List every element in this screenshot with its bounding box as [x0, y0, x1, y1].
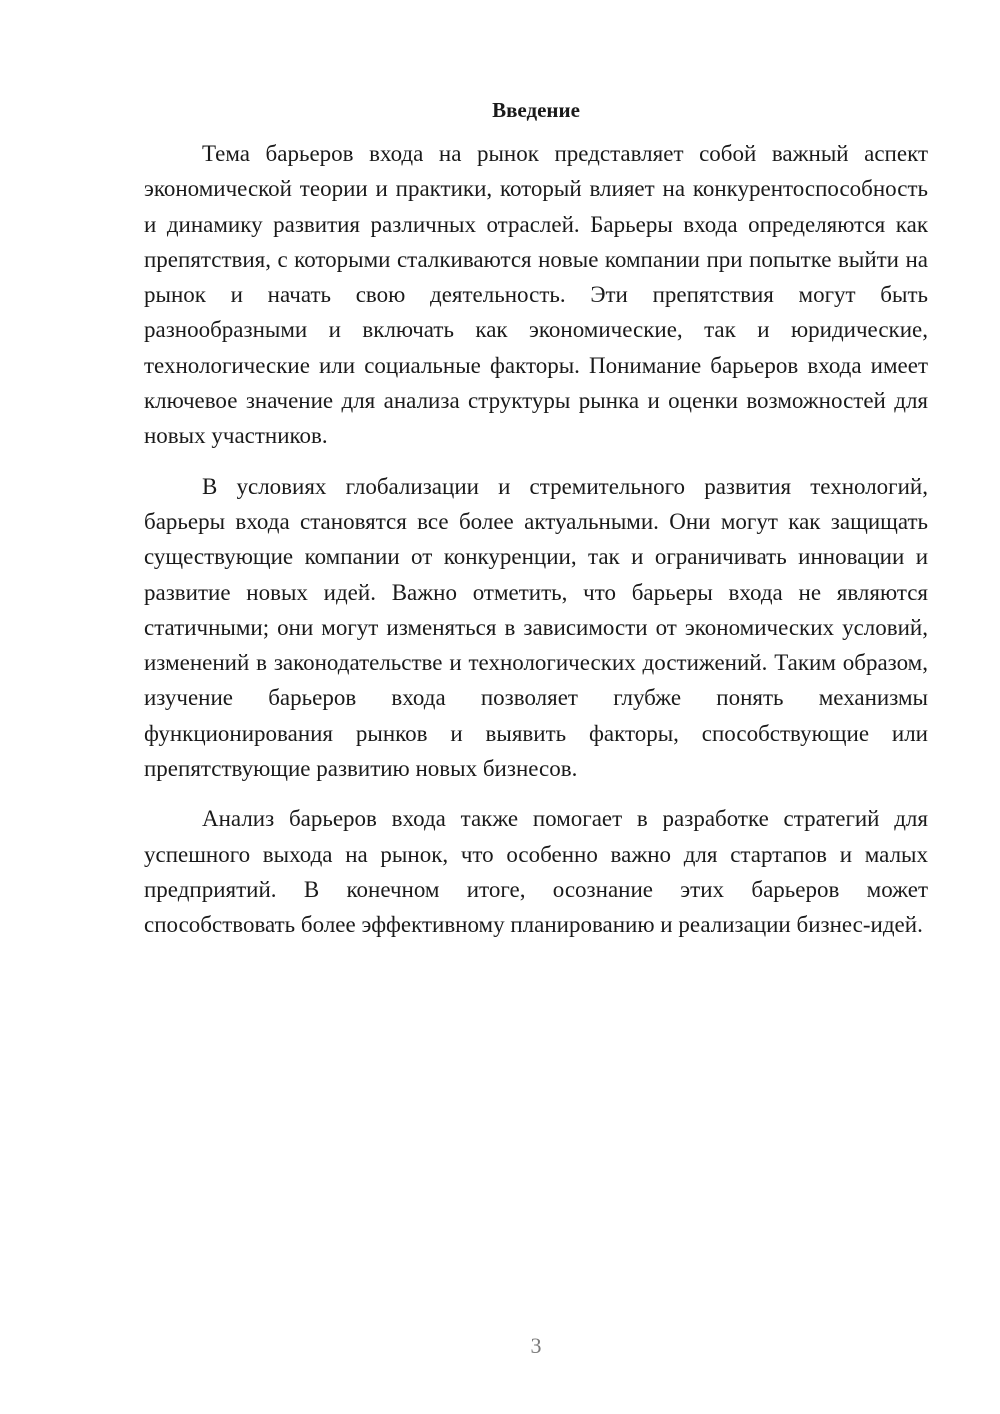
section-title: Введение [492, 98, 580, 122]
page-content [144, 92, 928, 958]
paragraph-3: Анализ барьеров входа также помогает в разработке стратегий для успешного выхода на рынок, что особенно важно для стартапов и малых предприятий. В конечном итоге, осознание этих барьеров может способствовать более эффективному планированию и реализации бизнес-идей. [144, 806, 928, 938]
paragraph-1: Тема барьеров входа на рынок представляет собой важный аспект экономической теории и практики, который влияет на конкурентоспособность и динамику развития различных отраслей. Барьеры входа определяются как препятствия, с которыми сталкиваются новые компании при попытке выйти на рынок и начать свою деятельность. Эти препятствия могут быть разнообразными и включать как экономические, так и юридические, технологические или социальные факторы. Понимание барьеров входа имеет ключевое значение для анализа структуры рынка и оценки возможностей для новых участников. [144, 141, 928, 449]
page-number: 3 [530, 1333, 542, 1358]
paragraph-2: В условиях глобализации и стремительного развития технологий, барьеры входа становятся все более актуальными. Они могут как защищать существующие компании от конкуренции, так и ограничивать инновации и развитие новых идей. Важно отметить, что барьеры входа не являются статичными; они могут изменяться в зависимости от экономических условий, изменений в законодательстве и технологических достижений. Таким образом, изучение барьеров входа позволяет глубже понять механизмы функционирования рынков и выявить факторы, способствующие или препятствующие развитию новых бизнесов. [144, 473, 928, 782]
